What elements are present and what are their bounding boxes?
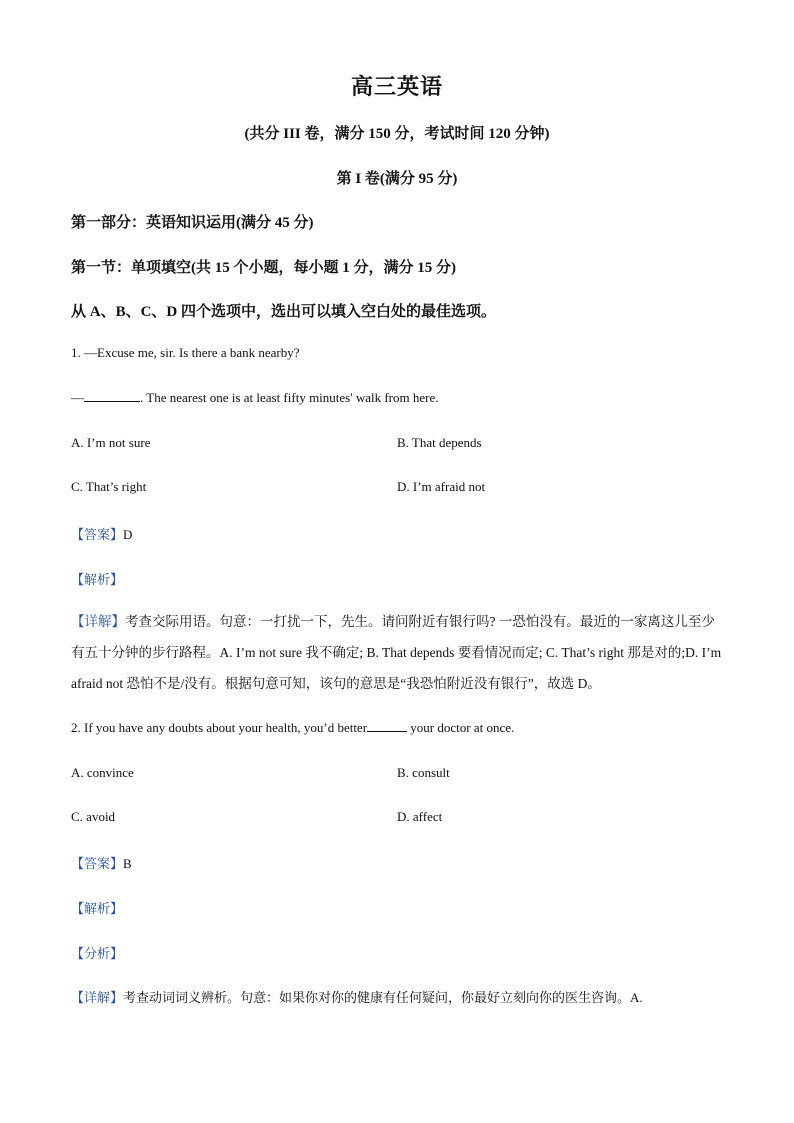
- volume-heading: 第 I 卷(满分 95 分): [336, 171, 458, 187]
- q2-blank: [367, 720, 407, 732]
- q2-option-a: A. convince: [71, 765, 134, 780]
- section-heading: 第一节：单项填空(共 15 个小题，每小题 1 分，满分 15 分): [71, 260, 456, 276]
- detail-text: 考查交际用语。句意：一打扰一下，先生。请问附近有银行吗? 一恐怕没有。最近的一家离这儿至少有五十分钟的步行路程。A. I’m not sure 我不确定; B. That depends 要看情况而定; C. That’s right 那是对的;D. I’m afraid not 恐怕不是/没有。根据句意可知，该句的意思是“我恐怕附近没有银行”，故选 D。: [71, 614, 722, 691]
- q1-option-b: B. That depends: [397, 435, 482, 450]
- q2-analysis-tag: 【解析】: [71, 901, 124, 916]
- q1-dash: —: [71, 390, 84, 405]
- q2-option-d: D. affect: [397, 809, 443, 824]
- q1-stem-line2: [71, 390, 438, 406]
- q1-option-c: C. That’s right: [71, 479, 147, 494]
- answer-value: B: [123, 856, 132, 871]
- answer-tag: 【答案】: [71, 856, 124, 871]
- q1-option-d: D. I’m afraid not: [397, 479, 486, 494]
- detail-text: 考查动词词义辨析。句意：如果你对你的健康有任何疑问，你最好立刻向你的医生咨询。A.: [123, 990, 643, 1005]
- q1-detail: [71, 606, 723, 699]
- instruction-text: 从 A、B、C、D 四个选项中，选出可以填入空白处的最佳选项。: [71, 304, 497, 320]
- answer-value: D: [123, 527, 133, 542]
- q1-analysis-tag: 【解析】: [71, 572, 124, 587]
- detail-tag: 【详解】: [71, 614, 125, 629]
- q2-option-b: B. consult: [397, 765, 450, 780]
- exam-info: (共分 III 卷，满分 150 分，考试时间 120 分钟): [244, 126, 550, 142]
- q1-option-a: A. I’m not sure: [71, 435, 151, 450]
- q2-fenxi-tag: 【分析】: [71, 946, 124, 961]
- page-title: 高三英语: [350, 74, 443, 99]
- q2-answer: [71, 853, 132, 872]
- q1-stem-suffix: . The nearest one is at least fifty minutes' walk from here.: [140, 390, 439, 405]
- q2-stem-suffix: your doctor at once.: [407, 720, 515, 735]
- answer-tag: 【答案】: [71, 527, 124, 542]
- q2-option-c: C. avoid: [71, 809, 116, 824]
- q1-stem-line1: 1. —Excuse me, sir. Is there a bank nearby?: [71, 345, 300, 360]
- q1-blank: [84, 390, 140, 402]
- part-heading: 第一部分：英语知识运用(满分 45 分): [71, 215, 314, 231]
- q2-stem-prefix: 2. If you have any doubts about your health, you’d better: [71, 720, 368, 735]
- q2-detail: [71, 987, 643, 1006]
- q2-stem: [71, 720, 514, 736]
- detail-tag: 【详解】: [71, 990, 124, 1005]
- q1-answer: [71, 524, 132, 543]
